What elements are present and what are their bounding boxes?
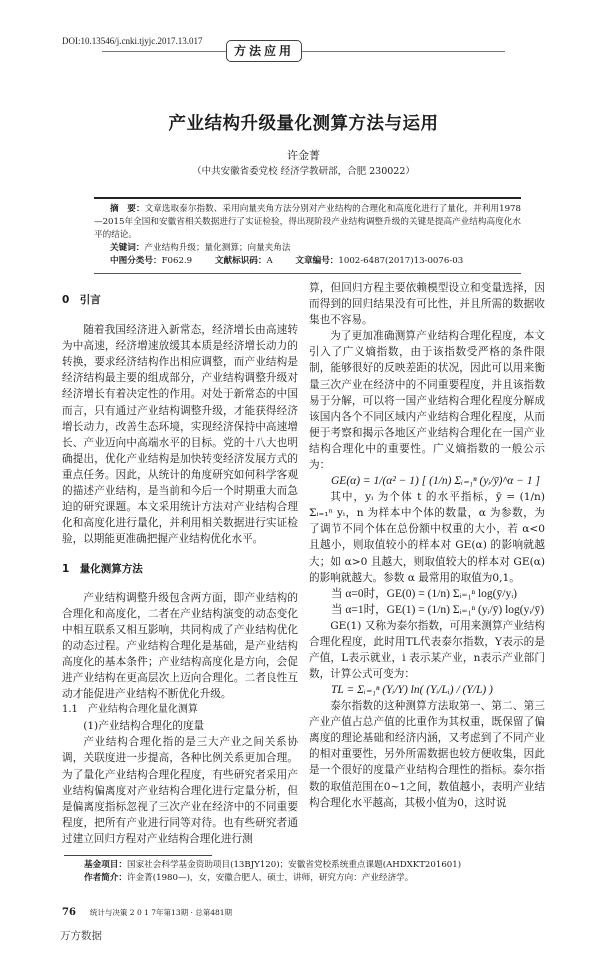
wanfang-watermark: 万方数据 bbox=[60, 930, 102, 942]
left-column bbox=[62, 280, 298, 847]
keywords-label: 关键词： bbox=[110, 243, 145, 253]
clc-value: F062.9 bbox=[161, 256, 193, 266]
abstract-label: 摘 要： bbox=[110, 204, 145, 214]
fund-footnote bbox=[84, 859, 545, 872]
entropy-explanation-paragraph: 其中，yᵢ 为个体 t 的水平指标，ȳ = (1/n) Σᵢ₌₁ⁿ yᵢ，n 为样本中个体的数量，α 为参数，为了调节不同个体在总份额中权重的大小，若 α<0 且越小，则取值较小的样本对 GE(α) 的影响就越大；如 α>0 且越大，则取值较大的样本对 GE(α) 的影响就越大。参数 α 最常用的取值为0,1。 bbox=[309, 491, 545, 584]
continued-paragraph: 算，但回归方程主要依赖模型设立和变量选择，因而得到的回归结果没有可比性，并且所需的数据收集也不容易。 bbox=[309, 282, 545, 327]
section-1-heading: 1 量化测算方法 bbox=[62, 563, 143, 576]
column-tag: 方法应用 bbox=[226, 40, 302, 62]
body-columns bbox=[62, 280, 545, 847]
article-no-value: 1002-6487(2017)13-0076-03 bbox=[338, 256, 464, 266]
method-paragraph: 产业结构调整升级包含两方面，即产业结构的合理化和高度化，二者在产业结构演变的动态变化中相互联系又相互影响，共同构成了产业结构优化的动态过程。产业结构合理化是基础，是产业结构高度化的基本条件；产业结构高度化是方向，会促进产业结构在更高层次上迈向合理化。二者良性互动才能促进产业结构不断优化升级。 bbox=[62, 591, 298, 701]
theil-method-paragraph: 泰尔指数的这种测算方法取第一、第二、第三产业产值占总产值的比重作为其权重，既保留了偏离度的理论基础和经济内涵，又考虑到了不同产业的相对重要性，另外所需数据也较方便收集，因此是一个很好的度量产业结构合理性的指标。泰尔指数的取值范围在0~1之间，数值越小，表明产业结构合理化水平越高，其极小值为0，这时说 bbox=[309, 700, 545, 809]
author-footnote bbox=[84, 872, 545, 885]
author-bio-label: 作者简介： bbox=[84, 873, 127, 883]
fund-label: 基金项目： bbox=[84, 860, 127, 870]
fund-text: 国家社会科学基金资助项目(13BJY120)；安徽省党校系统重点课题(AHDXKT201601) bbox=[126, 860, 462, 870]
section-0-heading: 0 引言 bbox=[62, 294, 101, 306]
abstract-block bbox=[94, 197, 521, 274]
page-header bbox=[62, 32, 545, 62]
doi: DOI:10.13546/j.cnki.tjyjc.2017.13.017 bbox=[62, 36, 203, 46]
subsection-1-heading: (1)产业结构合理化的度量 bbox=[83, 720, 205, 733]
entropy-intro-paragraph: 为了更加准确测算产业结构合理化程度，本文引入了广义熵指数，由于该指数受严格的条件限制，能够很好的反映差距的状况，因此可以用来衡量三次产业在经济中的不同重要程度，并且该指数易于分解，可以将一国产业结构合理化程度分解成该国内各个不同区域内产业结构合理化程度，从而便于考察和揭示各地区产业结构合理化在一国产业结构合理化中的重要性。广义熵指数的一般公示为： bbox=[309, 330, 545, 472]
classification-line bbox=[94, 255, 521, 268]
author-bio-text: 许金菁(1980—)，女，安徽合肥人，硕士，讲师，研究方向：产业经济学。 bbox=[126, 873, 414, 883]
header-rule bbox=[102, 51, 505, 52]
footnotes bbox=[62, 855, 545, 885]
formula-ge: GE(α) = 1/(α² − 1) [ (1/n) Σᵢ₌₁ⁿ (yᵢ/ȳ)^α − 1 ] bbox=[331, 475, 540, 488]
formula-tl: TL = Σᵢ₌₁ⁿ (Yᵢ/Y) ln( (Yᵢ/Lᵢ) / (Y/L) ) bbox=[331, 684, 493, 697]
doc-code-label: 文献标识码： bbox=[214, 256, 267, 266]
article-title: 产业结构升级量化测算方法与运用 bbox=[168, 114, 439, 134]
author-affiliation: （中共安徽省委党校 经济学教研部，合肥 230022） bbox=[192, 166, 415, 177]
abstract-text: 文章选取泰尔指数、采用向量夹角方法分别对产业结构的合理化和高度化进行了量化，并利用1978—2015年全国和安徽省相关数据进行了实证检验，得出现阶段产业结构调整升级的关键是提高产业结构高度化水平的结论。 bbox=[94, 204, 521, 240]
article-no-label: 文章编号： bbox=[295, 256, 339, 266]
theil-paragraph: GE(1) 又称为泰尔指数，可用来测算产业结构合理化程度，此时用TL代表泰尔指数，Y表示的是产值，L表示就业，i 表示某产业，n表示产业部门数，计算公式可变为： bbox=[309, 619, 545, 680]
author-name: 许金菁 bbox=[287, 149, 320, 162]
formula-ge1: 当 α=1时，GE(1) = (1/n) Σᵢ₌₁ⁿ (yᵢ/ȳ) log(yᵢ/ȳ) bbox=[331, 603, 545, 616]
keywords-text: 产业结构升级；量化测算；向量夹角法 bbox=[144, 243, 291, 253]
clc-label: 中图分类号： bbox=[110, 256, 162, 266]
intro-paragraph: 随着我国经济进入新常态，经济增长由高速转为中高速，经济增速放缓其本质是经济增长动力的转换，要求经济结构作出相应调整，而产业结构是经济结构最主要的组成部分，产业结构调整升级对经济增长有着决定性的作用。对处于新常态的中国而言，只有通过产业结构调整升级，才能获得经济增长动力，改善生态环境，实现经济保持中高速增长、产业迈向中高端水平的目标。党的十八大也明确提出，优化产业结构是加快转变经济发展方式的重点任务。因此，从统计的角度研究如何科学客观的描述产业结构，是当前和今后一个时期重大而急迫的研究课题。本文采用统计方法对产业结构合理化和高度化进行量化，并利用相关数据进行实证检验，以期能更准确把握产业结构优化水平。 bbox=[62, 324, 298, 546]
formula-ge0: 当 α=0时，GE(0) = (1/n) Σᵢ₌₁ⁿ log(ȳ/yᵢ) bbox=[331, 587, 517, 600]
rationalization-paragraph: 产业结构合理化指的是三大产业之间关系协调，关联度进一步提高，各种比例关系更加合理。为了量化产业结构合理化程度，有些研究者采用产业结构偏离度对产业结构合理化进行定量分析，但是偏离度指标忽视了三次产业在经济中的不同重要程度，把所有产业进行同等对待。也有些研究者通过建立回归方程对产业结构合理化进行测 bbox=[62, 736, 298, 845]
abstract bbox=[94, 203, 521, 242]
page-footer bbox=[62, 907, 545, 918]
page-number: 76 bbox=[62, 907, 76, 918]
section-1-1-heading: 1.1 产业结构合理化量化测算 bbox=[62, 704, 198, 716]
right-column bbox=[309, 280, 545, 847]
journal-info: 统计与决策 2 0 1 7年第13期 · 总第481期 bbox=[89, 908, 233, 917]
doc-code-value: A bbox=[266, 256, 273, 266]
keywords bbox=[94, 242, 521, 255]
